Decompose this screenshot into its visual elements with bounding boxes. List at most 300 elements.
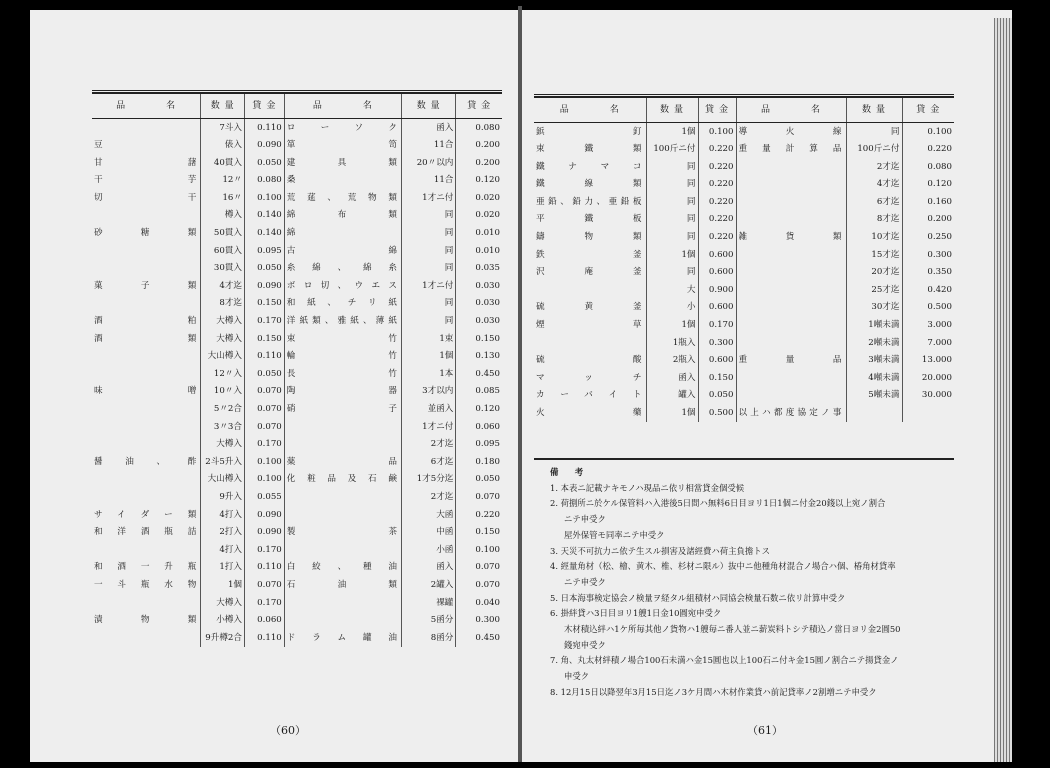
item-price: 0.110 — [245, 559, 285, 577]
item-price: 3.000 — [902, 317, 954, 335]
header-text: 金 — [718, 104, 729, 115]
item-name: 酒 粕 — [94, 316, 199, 327]
table-row — [534, 387, 954, 405]
item-quantity: 中函 — [401, 524, 455, 542]
item-quantity: 12〃入 — [201, 365, 245, 383]
table-row — [92, 576, 502, 594]
header-price — [698, 97, 736, 123]
item-name: 古 綿 — [286, 245, 399, 256]
item-name — [92, 119, 201, 137]
item-name: 以上ハ都度協定ノ事 — [738, 408, 844, 418]
item-name — [92, 207, 201, 225]
item-name: 建 具 類 — [286, 157, 399, 168]
item-name: 火 藥 — [536, 408, 644, 418]
item-quantity: 大函 — [401, 506, 455, 524]
header-price — [245, 93, 285, 119]
table-row — [92, 119, 502, 137]
item-name — [736, 387, 846, 405]
header-text: 品 — [559, 104, 570, 115]
item-name: ローソク — [286, 122, 399, 133]
header-text: 量 — [430, 100, 441, 111]
item-quantity: 4才迄 — [846, 176, 902, 194]
note-line: 5. 日本海事検定協会ノ検量ヲ経タル組積材ハ同協会検量石数ニ依リ計算申受ク — [550, 592, 846, 603]
item-price: 0.020 — [456, 207, 502, 225]
header-qty — [201, 93, 245, 119]
note-line: 4. 經量角材（松、檜、黄木、椎、杉材ニ限ル）抜中ニ他種角材混合ノ場合ハ個、椿角材貸率 — [550, 561, 896, 572]
item-name: 和洋酒瓶詰 — [94, 527, 199, 538]
item-price: 0.300 — [902, 246, 954, 264]
item-price: 0.200 — [456, 137, 502, 155]
item-quantity: 1才5分迄 — [401, 471, 455, 489]
item-name — [284, 488, 401, 506]
item-price: 0.085 — [456, 383, 502, 401]
item-quantity: 小樽入 — [201, 612, 245, 630]
item-quantity: 1才ニ付 — [401, 418, 455, 436]
item-quantity: 3噸未満 — [846, 352, 902, 370]
rate-table-right-page — [534, 96, 954, 422]
item-price: 0.095 — [245, 242, 285, 260]
item-name: 砂 糖 類 — [94, 228, 199, 239]
item-name — [92, 471, 201, 489]
item-price: 0.100 — [902, 123, 954, 141]
item-quantity: 1個 — [401, 348, 455, 366]
note-line: 屋外保管モ同率ニテ申受ク — [564, 529, 665, 540]
item-name: 重量計算品 — [738, 144, 844, 155]
item-price: 0.060 — [245, 612, 285, 630]
header-qty — [646, 97, 698, 123]
item-price: 0.070 — [456, 559, 502, 577]
item-name: 亜鉛、鉛力、亜鉛板 — [536, 196, 644, 207]
item-quantity: 60貫入 — [201, 242, 245, 260]
header-text: 数 — [660, 104, 671, 115]
item-quantity: 16〃 — [201, 189, 245, 207]
item-quantity: 1束 — [401, 330, 455, 348]
notes-rule — [534, 458, 954, 460]
item-name — [92, 295, 201, 313]
table-row — [534, 369, 954, 387]
item-price: 0.070 — [245, 576, 285, 594]
table-row — [92, 225, 502, 243]
table-row — [92, 612, 502, 630]
item-quantity: 俵入 — [201, 137, 245, 155]
item-price: 0.070 — [245, 418, 285, 436]
item-price: 0.100 — [245, 471, 285, 489]
item-name: 綿 — [286, 228, 298, 239]
item-name: ボロ切、ウエス — [286, 280, 399, 291]
item-price: 0.080 — [245, 172, 285, 190]
table-row — [534, 123, 954, 141]
item-name — [284, 612, 401, 630]
item-name: 鉄 釜 — [536, 249, 644, 260]
item-quantity: 10〃入 — [201, 383, 245, 401]
item-name: 導火線 — [738, 126, 844, 137]
table-row — [92, 506, 502, 524]
item-price: 0.095 — [456, 436, 502, 454]
item-name — [736, 334, 846, 352]
header-text: 名 — [362, 100, 373, 111]
item-price: 0.450 — [456, 365, 502, 383]
item-name: 箪 笥 — [286, 140, 399, 151]
item-quantity: 函入 — [401, 559, 455, 577]
item-price: 0.300 — [698, 334, 736, 352]
header-text: 金 — [481, 100, 492, 111]
item-quantity: 同 — [646, 158, 698, 176]
item-name — [92, 629, 201, 647]
item-name: 糸綿、綿糸 — [286, 263, 399, 274]
item-price: 0.500 — [698, 405, 736, 423]
note-line: ニテ申受ク — [564, 576, 606, 587]
header-text: 貸 — [916, 104, 927, 115]
item-name: 鋲 釘 — [536, 126, 644, 137]
item-price: 0.050 — [245, 365, 285, 383]
header-name — [534, 97, 646, 123]
table-row — [92, 383, 502, 401]
item-name — [736, 246, 846, 264]
item-quantity: 1個 — [646, 123, 698, 141]
item-name: ドラム罐油 — [286, 632, 399, 643]
item-quantity: 同 — [646, 193, 698, 211]
item-name — [92, 488, 201, 506]
item-quantity: 20〃以内 — [401, 154, 455, 172]
item-quantity: 11合 — [401, 172, 455, 190]
item-name: 化粧品及石鹸 — [286, 474, 399, 485]
item-price: 0.220 — [698, 176, 736, 194]
item-price: 0.300 — [456, 612, 502, 630]
item-quantity: 4才迄 — [201, 277, 245, 295]
item-price: 0.220 — [698, 229, 736, 247]
item-price: 0.120 — [902, 176, 954, 194]
item-name — [284, 436, 401, 454]
item-name — [736, 176, 846, 194]
item-name: 束 竹 — [286, 333, 399, 344]
table-row — [534, 211, 954, 229]
item-name — [92, 242, 201, 260]
item-name: 鐵線類 — [536, 179, 644, 190]
item-price: 0.220 — [698, 211, 736, 229]
item-price: 0.170 — [245, 541, 285, 559]
item-name: 硝 子 — [286, 404, 399, 414]
item-price: 0.110 — [245, 119, 285, 137]
item-quantity: 1個 — [201, 576, 245, 594]
header-text: 量 — [875, 104, 886, 115]
table-row — [92, 295, 502, 313]
table-row — [92, 541, 502, 559]
header-text: 名 — [609, 104, 620, 115]
notes-heading: 備 考 — [550, 467, 588, 477]
item-quantity: 小函 — [401, 541, 455, 559]
item-name: 酒 類 — [94, 333, 199, 344]
table-row — [534, 176, 954, 194]
item-quantity: 同 — [401, 295, 455, 313]
header-text: 貸 — [252, 100, 263, 111]
item-price: 0.220 — [456, 506, 502, 524]
item-name: 醤油、酢 — [94, 456, 199, 467]
page-number: （61） — [747, 724, 783, 737]
item-quantity: 4噸未満 — [846, 369, 902, 387]
item-quantity: 12〃 — [201, 172, 245, 190]
page-edge — [994, 18, 1012, 762]
item-price: 0.020 — [456, 189, 502, 207]
item-name — [284, 594, 401, 612]
item-quantity: 8函分 — [401, 629, 455, 647]
item-price: 0.090 — [245, 506, 285, 524]
table-row — [92, 242, 502, 260]
item-price: 0.200 — [456, 154, 502, 172]
item-price: 0.600 — [698, 352, 736, 370]
item-price: 0.140 — [245, 225, 285, 243]
item-price: 0.450 — [456, 629, 502, 647]
table-row — [534, 299, 954, 317]
item-name — [736, 281, 846, 299]
item-price: 0.600 — [698, 299, 736, 317]
item-price: 0.170 — [698, 317, 736, 335]
table-row — [92, 189, 502, 207]
item-name: 桑 — [286, 175, 298, 186]
item-quantity: 1才ニ付 — [401, 277, 455, 295]
item-price: 0.070 — [245, 401, 285, 419]
item-quantity: 3〃3合 — [201, 418, 245, 436]
item-name: 薬 品 — [286, 456, 399, 467]
item-price: 0.220 — [698, 158, 736, 176]
item-name: 輪 竹 — [286, 351, 399, 362]
header-price — [456, 93, 502, 119]
item-quantity: 並函入 — [401, 401, 455, 419]
note-line: 7. 角、丸太材絆積ノ場合100石未満ハ金15圓也以上100石ニ付キ金15圓ノ割合ニテ揚貸金ノ — [550, 655, 899, 666]
item-name: 硫 酸 — [536, 355, 644, 366]
item-name: 煙 草 — [536, 320, 644, 331]
item-name — [736, 158, 846, 176]
header-name — [736, 97, 846, 123]
item-name — [736, 299, 846, 317]
item-name: 製 茶 — [286, 527, 399, 538]
item-price: 0.100 — [245, 453, 285, 471]
note-line: ニテ申受ク — [564, 514, 606, 525]
header-name — [92, 93, 201, 119]
item-name — [92, 594, 201, 612]
item-price: 0.110 — [245, 629, 285, 647]
table-row — [92, 594, 502, 612]
table-row — [534, 141, 954, 159]
item-price: 0.100 — [456, 541, 502, 559]
item-price: 0.140 — [245, 207, 285, 225]
page-number: （60） — [270, 724, 306, 737]
table-header-row — [534, 97, 954, 123]
item-quantity: 1才ニ付 — [401, 189, 455, 207]
table-row — [92, 629, 502, 647]
item-quantity: 8才迄 — [846, 211, 902, 229]
note-line: 6. 掛絆貸ハ3日目ヨリ1艘1日金10圓宛申受ク — [550, 608, 722, 619]
item-name: 白絞、種油 — [286, 562, 399, 573]
item-quantity: 15才迄 — [846, 246, 902, 264]
item-quantity: 1個 — [646, 246, 698, 264]
item-price: 0.600 — [698, 264, 736, 282]
item-name — [736, 211, 846, 229]
item-quantity: 2打入 — [201, 524, 245, 542]
item-quantity: 100斤ニ付 — [646, 141, 698, 159]
item-price: 0.150 — [698, 369, 736, 387]
table-row — [92, 559, 502, 577]
item-price: 0.080 — [456, 119, 502, 137]
item-quantity: 大山樽入 — [201, 348, 245, 366]
note-line: 1. 本表ニ記載ナキモノハ現品ニ依リ相當貸金個受候 — [550, 482, 745, 493]
notes-list — [550, 481, 990, 701]
item-quantity: 9升樽2合 — [201, 629, 245, 647]
item-price: 0.900 — [698, 281, 736, 299]
item-price: 0.040 — [456, 594, 502, 612]
item-quantity: 30才迄 — [846, 299, 902, 317]
header-text: 品 — [312, 100, 323, 111]
notes-section — [550, 465, 990, 701]
item-quantity: 5〃2合 — [201, 401, 245, 419]
table-row — [92, 348, 502, 366]
item-name: マッチ — [536, 372, 644, 383]
item-price: 0.200 — [902, 211, 954, 229]
item-quantity: 大 — [646, 281, 698, 299]
table-row — [92, 488, 502, 506]
item-quantity: 小 — [646, 299, 698, 317]
item-price: 0.110 — [245, 348, 285, 366]
item-price: 13.000 — [902, 352, 954, 370]
item-quantity: 大樽入 — [201, 594, 245, 612]
item-price: 0.090 — [245, 277, 285, 295]
table-row — [534, 264, 954, 282]
note-line: 3. 天災不可抗力ニ依テ生スル損害及諸經費ハ荷主負擔トス — [550, 545, 770, 556]
top-rule — [92, 90, 502, 91]
table-row — [534, 158, 954, 176]
top-rule — [534, 94, 954, 95]
table-header-row — [92, 93, 502, 119]
item-quantity: 11合 — [401, 137, 455, 155]
header-text: 品 — [760, 104, 771, 115]
item-quantity: 同 — [401, 260, 455, 278]
item-price: 0.090 — [245, 137, 285, 155]
item-price: 0.120 — [456, 401, 502, 419]
item-price: 0.010 — [456, 225, 502, 243]
item-price: 0.100 — [698, 123, 736, 141]
item-quantity: 1個 — [646, 317, 698, 335]
item-name: 重 量 品 — [738, 355, 844, 366]
header-text: 品 — [116, 100, 127, 111]
item-price: 0.090 — [245, 524, 285, 542]
table-row — [92, 524, 502, 542]
item-price: 0.150 — [245, 330, 285, 348]
item-quantity: 30貫入 — [201, 260, 245, 278]
item-name — [92, 401, 201, 419]
item-name — [92, 348, 201, 366]
item-price: 0.050 — [698, 387, 736, 405]
item-price: 0.030 — [456, 277, 502, 295]
item-name — [92, 365, 201, 383]
table-row — [92, 207, 502, 225]
item-quantity: 同 — [401, 313, 455, 331]
item-price: 0.420 — [902, 281, 954, 299]
item-price: 0.030 — [456, 295, 502, 313]
item-price: 0.010 — [456, 242, 502, 260]
item-quantity: 4打入 — [201, 506, 245, 524]
item-quantity: 1噸未満 — [846, 317, 902, 335]
item-name: カーバイト — [536, 390, 644, 401]
header-text: 金 — [930, 104, 941, 115]
table-row — [92, 418, 502, 436]
header-text: 数 — [862, 104, 873, 115]
item-quantity: 1本 — [401, 365, 455, 383]
item-name: 綿 布 類 — [286, 210, 399, 221]
table-row — [534, 229, 954, 247]
item-quantity: 25才迄 — [846, 281, 902, 299]
item-name — [534, 334, 646, 352]
item-quantity: 同 — [401, 225, 455, 243]
table-row — [92, 277, 502, 295]
item-price: 0.220 — [698, 141, 736, 159]
item-quantity: 8才迄 — [201, 295, 245, 313]
item-price: 0.120 — [456, 172, 502, 190]
item-name: 石 油 類 — [286, 579, 399, 590]
header-text: 量 — [673, 104, 684, 115]
table-row — [534, 352, 954, 370]
item-price: 0.600 — [698, 246, 736, 264]
item-quantity: 同 — [646, 211, 698, 229]
item-quantity: 1個 — [646, 405, 698, 423]
item-price: 0.050 — [456, 471, 502, 489]
header-text: 金 — [266, 100, 277, 111]
header-name — [284, 93, 401, 119]
item-quantity: 9升入 — [201, 488, 245, 506]
header-qty — [846, 97, 902, 123]
item-name: 沢 庵 釜 — [536, 267, 644, 278]
item-quantity: 4打入 — [201, 541, 245, 559]
item-name: 味 噌 — [94, 386, 199, 397]
item-quantity: 2斗5升入 — [201, 453, 245, 471]
header-text: 数 — [210, 100, 221, 111]
item-price: 0.030 — [456, 313, 502, 331]
item-quantity: 6才迄 — [846, 193, 902, 211]
item-price: 0.170 — [245, 594, 285, 612]
item-name: 一斗瓶水物 — [94, 579, 199, 590]
table-row — [534, 193, 954, 211]
note-line: 申受ク — [564, 671, 590, 682]
item-name — [736, 264, 846, 282]
left-page — [30, 10, 518, 762]
item-quantity: 5函分 — [401, 612, 455, 630]
item-quantity: 2罐入 — [401, 576, 455, 594]
item-name: 洋紙類、雅紙、薄紙 — [286, 316, 399, 327]
item-quantity: 函入 — [646, 369, 698, 387]
item-price: 0.180 — [456, 453, 502, 471]
item-quantity: 100斤ニ付 — [846, 141, 902, 159]
table-row — [92, 313, 502, 331]
item-price: 0.160 — [902, 193, 954, 211]
item-quantity: 裸罐 — [401, 594, 455, 612]
table-row — [92, 365, 502, 383]
header-text: 量 — [224, 100, 235, 111]
item-name — [284, 418, 401, 436]
item-quantity: 同 — [401, 242, 455, 260]
header-text: 貸 — [467, 100, 478, 111]
item-name — [92, 436, 201, 454]
item-price: 0.050 — [245, 260, 285, 278]
item-name: 菓 子 類 — [94, 280, 199, 291]
item-name — [736, 193, 846, 211]
item-price: 0.050 — [245, 154, 285, 172]
item-price: 0.055 — [245, 488, 285, 506]
item-name: 雑 貨 類 — [738, 232, 844, 243]
item-quantity: 大樽入 — [201, 436, 245, 454]
table-row — [534, 405, 954, 423]
item-name: 豆 — [94, 140, 105, 151]
item-name: 鑄物類 — [536, 232, 644, 243]
item-price: 7.000 — [902, 334, 954, 352]
note-line: 錢宛申受ク — [564, 639, 606, 650]
